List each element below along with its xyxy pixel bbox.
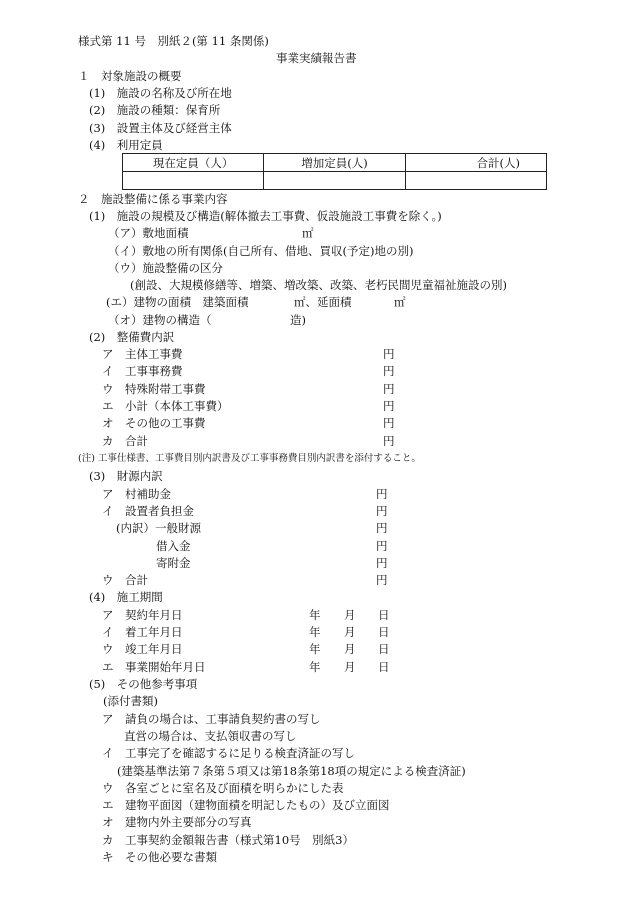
period-heading: (4) 施工期間 [89, 590, 163, 604]
funding-unit: 円 [376, 539, 388, 553]
attachments-heading: (添付書類) [103, 694, 158, 708]
item-facility-type: (2) 施設の種類：保育所 [89, 103, 221, 117]
period-month: 月 [344, 642, 356, 656]
attachment-item: イ 工事完了を確認するに足りる検査済証の写し [102, 746, 355, 760]
cost-unit: 円 [383, 416, 395, 430]
funding-label: 借入金 [156, 539, 191, 553]
period-label: イ 着工年月日 [102, 625, 183, 639]
attachment-item: ア 請負の場合は、工事請負契約書の写し [102, 712, 321, 726]
period-month: 月 [344, 660, 356, 674]
cost-label: カ 合計 [102, 434, 148, 448]
capacity-header-increase: 増加定員(人) [264, 154, 405, 172]
period-day: 日 [378, 608, 390, 622]
funding-label: (内訳）一般財源 [116, 521, 201, 535]
capacity-cell-total [405, 172, 546, 190]
item-capacity: (4) 利用定員 [89, 138, 163, 152]
attachment-item: キ その他必要な書類 [102, 850, 217, 864]
period-day: 日 [378, 642, 390, 656]
capacity-cell-current [123, 172, 264, 190]
attachment-item: 直営の場合は、支払領収書の写し [124, 729, 297, 743]
site-ownership: （イ）敷地の所有関係(自己所有、借地、買収(予定)地の別) [108, 244, 414, 258]
period-day: 日 [378, 660, 390, 674]
funding-heading: (3) 財源内訳 [89, 469, 163, 483]
document-title: 事業実績報告書 [276, 51, 357, 65]
site-area-unit: ㎡ [302, 226, 314, 240]
item-facility-name: (1) 施設の名称及び所在地 [89, 86, 232, 100]
building-area-unit: ㎡、延面積 [294, 295, 352, 309]
capacity-header-total: 合計(人) [405, 154, 546, 172]
funding-unit: 円 [376, 556, 388, 570]
funding-label: イ 設置者負担金 [102, 504, 194, 518]
cost-label: ア 主体工事費 [102, 347, 183, 361]
funding-unit: 円 [376, 487, 388, 501]
cost-unit: 円 [383, 347, 395, 361]
cost-label: エ 小計（本体工事費） [102, 399, 229, 413]
attachment-item: エ 建物平面図（建物面積を明記したもの）及び立面図 [102, 798, 390, 812]
cost-unit: 円 [383, 399, 395, 413]
attachment-item: ウ 各室ごとに室名及び面積を明らかにした表 [102, 781, 344, 795]
period-month: 月 [344, 608, 356, 622]
capacity-cell-increase [264, 172, 405, 190]
attachment-note: (注) 工事仕様書、工事費目別内訳書及び工事事務費目別内訳書を添付すること。 [78, 453, 421, 464]
attachment-item: カ 工事契約金額報告書（様式第10号 別紙3） [102, 833, 354, 847]
funding-unit: 円 [376, 504, 388, 518]
section-2-heading: ２ 施設整備に係る事業内容 [78, 192, 228, 206]
site-area-label: （ア）敷地面積 [108, 226, 189, 240]
period-day: 日 [378, 625, 390, 639]
cost-label: イ 工事事務費 [102, 364, 183, 378]
period-label: エ 事業開始年月日 [102, 660, 206, 674]
building-area-label: (エ）建物の面積 建築面積 [106, 295, 249, 309]
section-1-heading: １ 対象施設の概要 [78, 69, 182, 83]
cost-unit: 円 [383, 434, 395, 448]
cost-unit: 円 [383, 382, 395, 396]
cost-unit: 円 [383, 364, 395, 378]
funding-label: ウ 合計 [102, 573, 148, 587]
form-header: 様式第 11 号 別紙２(第 11 条関係) [78, 34, 269, 48]
attachment-item: (建築基準法第７条第５項又は第18条第18項の規定による検査済証) [117, 764, 466, 778]
attachment-item: オ 建物内外主要部分の写真 [102, 815, 252, 829]
period-label: ア 契約年月日 [102, 608, 183, 622]
capacity-header-current: 現在定員（人） [123, 154, 264, 172]
period-year: 年 [309, 660, 321, 674]
capacity-table [122, 153, 547, 190]
building-structure-suffix: 造) [290, 313, 306, 327]
cost-label: ウ 特殊附帯工事費 [102, 382, 206, 396]
period-year: 年 [309, 642, 321, 656]
cost-label: オ その他の工事費 [102, 416, 206, 430]
funding-label: 寄附金 [156, 556, 191, 570]
item-operator: (3) 設置主体及び経営主体 [89, 121, 232, 135]
development-category-note: (創設、大規模修繕等、増築、増改築、改築、老朽民間児童福祉施設の別) [130, 278, 507, 292]
cost-breakdown-heading: (2) 整備費内訳 [89, 330, 175, 344]
development-category: （ウ）施設整備の区分 [108, 261, 223, 275]
period-label: ウ 竣工年月日 [102, 642, 183, 656]
period-month: 月 [344, 625, 356, 639]
period-year: 年 [309, 625, 321, 639]
reference-heading: (5) その他参考事項 [89, 677, 198, 691]
funding-label: ア 村補助金 [102, 487, 171, 501]
floor-area-unit: ㎡ [394, 295, 406, 309]
funding-unit: 円 [376, 573, 388, 587]
period-year: 年 [309, 608, 321, 622]
building-structure-label: （オ）建物の構造（ [108, 313, 212, 327]
item-scale-structure: (1) 施設の規模及び構造(解体撤去工事費、仮設施設工事費を除く。) [89, 209, 442, 223]
funding-unit: 円 [376, 521, 388, 535]
